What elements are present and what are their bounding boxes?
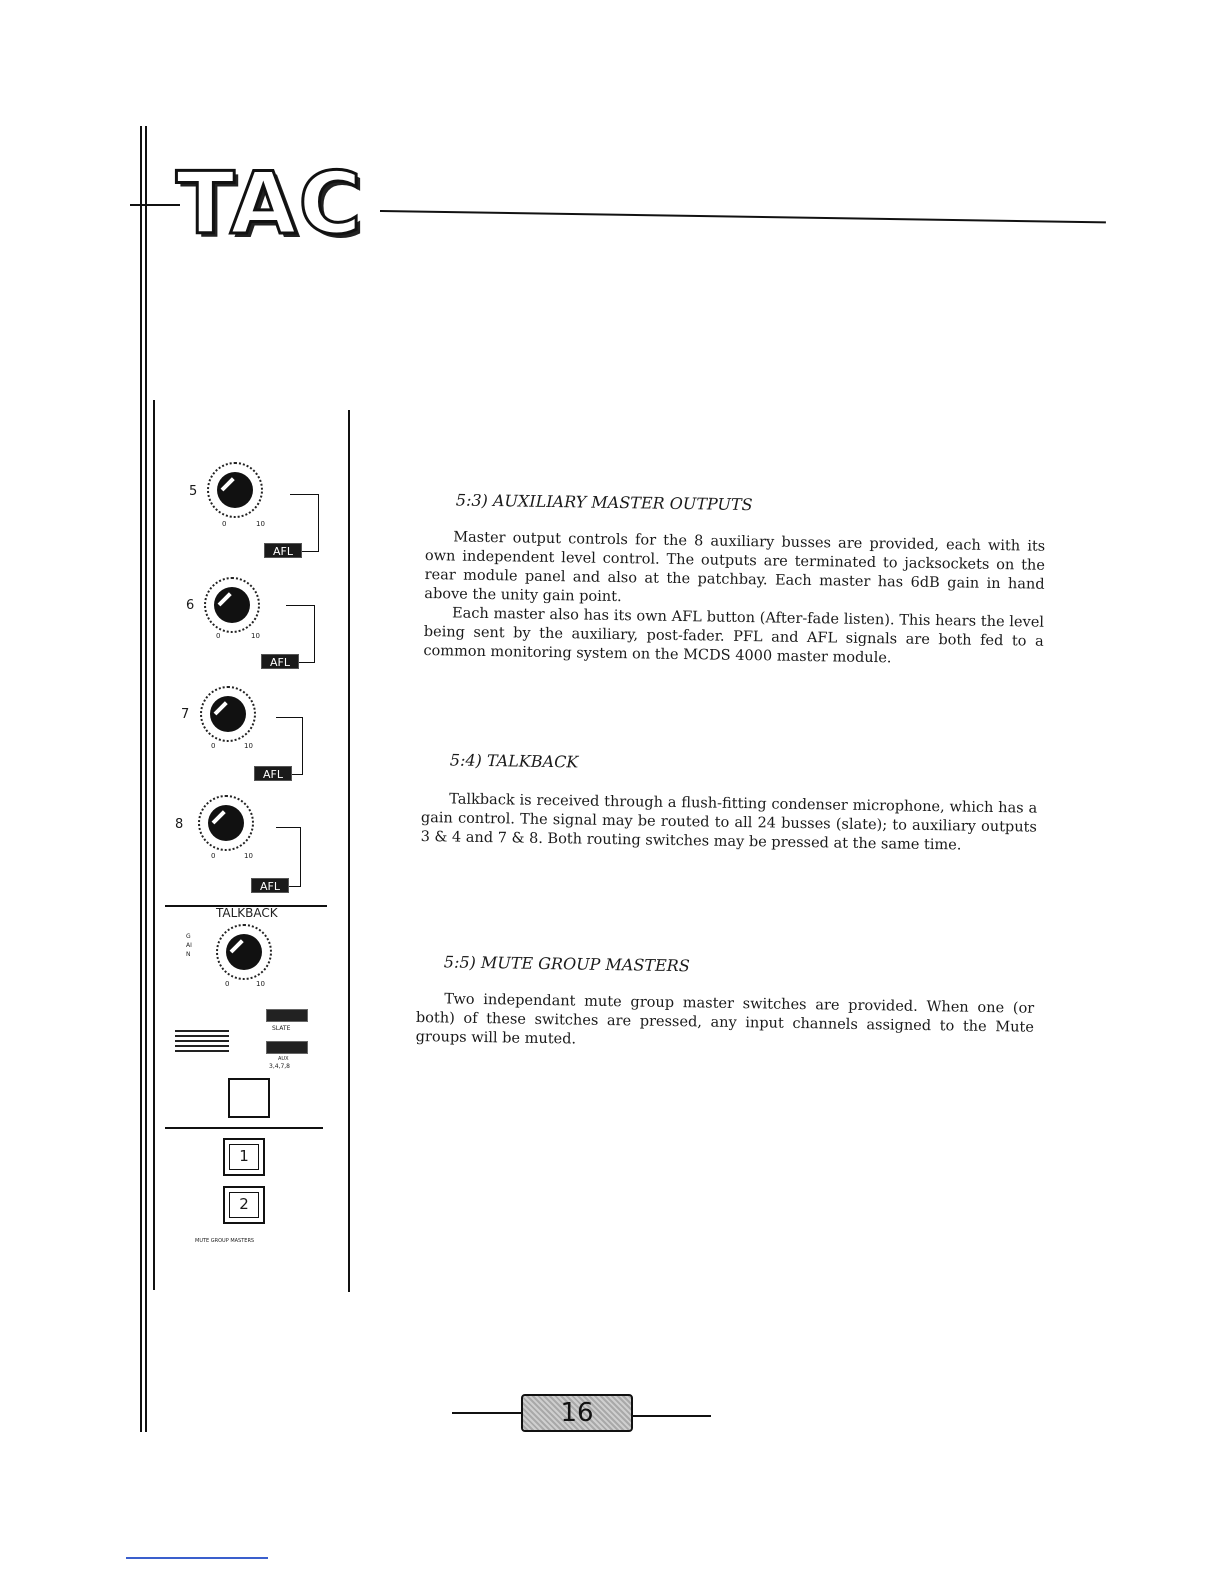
gain-label: GAIN bbox=[186, 933, 192, 958]
aux-level-knob-6[interactable] bbox=[202, 575, 262, 635]
header-rule bbox=[380, 210, 1106, 223]
panel-right-border bbox=[348, 410, 350, 1292]
footer-rule-right bbox=[633, 1415, 711, 1417]
scale-min: 0 bbox=[211, 852, 216, 860]
aux-level-knob-8[interactable] bbox=[196, 793, 256, 853]
section-body bbox=[416, 990, 1035, 1057]
talkback-scale-min: 0 bbox=[225, 980, 230, 988]
footer-rule-left bbox=[452, 1412, 524, 1414]
section-heading: 5:3) AUXILIARY MASTER OUTPUTS bbox=[455, 490, 753, 515]
talkback-label: TALKBACK bbox=[216, 906, 278, 920]
afl-button-7[interactable]: AFL bbox=[254, 766, 292, 781]
aux-level-knob-5[interactable] bbox=[205, 460, 265, 520]
scale-min: 0 bbox=[211, 742, 216, 750]
paragraph: Two independant mute group master switches are provided. When one (or both) of these switches are pressed, any input channels assigned to the Mute groups will be muted. bbox=[415, 991, 1035, 1048]
section-aux-master-outputs bbox=[423, 490, 1046, 667]
mute-group-master-2[interactable] bbox=[223, 1186, 265, 1224]
talkback-scale-max: 10 bbox=[256, 980, 265, 988]
section-talkback bbox=[420, 750, 1038, 854]
section-body bbox=[420, 790, 1037, 857]
channel-number: 5 bbox=[189, 484, 198, 499]
bottom-blue-rule bbox=[126, 1557, 268, 1559]
page-number: 16 bbox=[521, 1394, 633, 1432]
channel-number: 8 bbox=[175, 817, 184, 832]
scale-min: 0 bbox=[216, 632, 221, 640]
section-heading: 5:4) TALKBACK bbox=[449, 750, 579, 772]
paragraph: Master output controls for the 8 auxiliary busses are provided, each with its own independent level control. The outputs are terminated to jacksockets on the rear module panel and also at the patchbay. Each master has 6dB gain in hand above the unity gain point. bbox=[424, 529, 1046, 606]
talkback-button[interactable] bbox=[228, 1078, 270, 1118]
paragraph: Talkback is received through a flush-fitting condenser microphone, which has a gain control. The signal may be routed to all 24 busses (slate); to auxiliary outputs 3 & 4 and 7 & 8. Both routing switches may be pressed at the same time. bbox=[420, 791, 1038, 854]
mute-group-masters-label: MUTE GROUP MASTERS bbox=[195, 1238, 255, 1244]
logo-left-rule bbox=[130, 204, 180, 206]
afl-button-5[interactable]: AFL bbox=[264, 543, 302, 558]
aux-level-knob-7[interactable] bbox=[198, 684, 258, 744]
afl-button-6[interactable]: AFL bbox=[261, 654, 299, 669]
scale-max: 10 bbox=[244, 852, 253, 860]
section-heading: 5:5) MUTE GROUP MASTERS bbox=[443, 952, 690, 976]
aux-label: AUX bbox=[278, 1056, 289, 1062]
left-margin-line-inner bbox=[145, 126, 147, 1432]
talkback-gain-knob[interactable] bbox=[214, 922, 274, 982]
scale-max: 10 bbox=[244, 742, 253, 750]
mute-group-label: 2 bbox=[229, 1192, 259, 1218]
panel-left-border bbox=[153, 400, 155, 1290]
left-margin-line bbox=[140, 126, 142, 1432]
mute-group-master-1[interactable] bbox=[223, 1138, 265, 1176]
afl-button-8[interactable]: AFL bbox=[251, 878, 289, 893]
panel-divider-2 bbox=[165, 1127, 323, 1129]
channel-number: 6 bbox=[186, 598, 195, 613]
slate-label: SLATE bbox=[272, 1025, 291, 1032]
slate-switch[interactable] bbox=[266, 1009, 308, 1022]
aux-route-switch[interactable] bbox=[266, 1041, 308, 1054]
aux-routes-label: 3,4,7,8 bbox=[269, 1063, 290, 1070]
section-body bbox=[423, 528, 1045, 671]
scale-max: 10 bbox=[256, 520, 265, 528]
section-mute-group-masters bbox=[415, 952, 1035, 1048]
mute-group-label: 1 bbox=[229, 1144, 259, 1170]
paragraph: Each master also has its own AFL button (After-fade listen). This hears the level being sent by the auxiliary, post-fader. PFL and AFL signals are both fed to a common monitoring system on the MCDS 4000 master module. bbox=[423, 605, 1045, 667]
scale-min: 0 bbox=[222, 520, 227, 528]
channel-number: 7 bbox=[181, 707, 190, 722]
scale-max: 10 bbox=[251, 632, 260, 640]
tac-logo: TAC bbox=[176, 154, 364, 254]
talkback-mic-grille bbox=[175, 1030, 229, 1055]
